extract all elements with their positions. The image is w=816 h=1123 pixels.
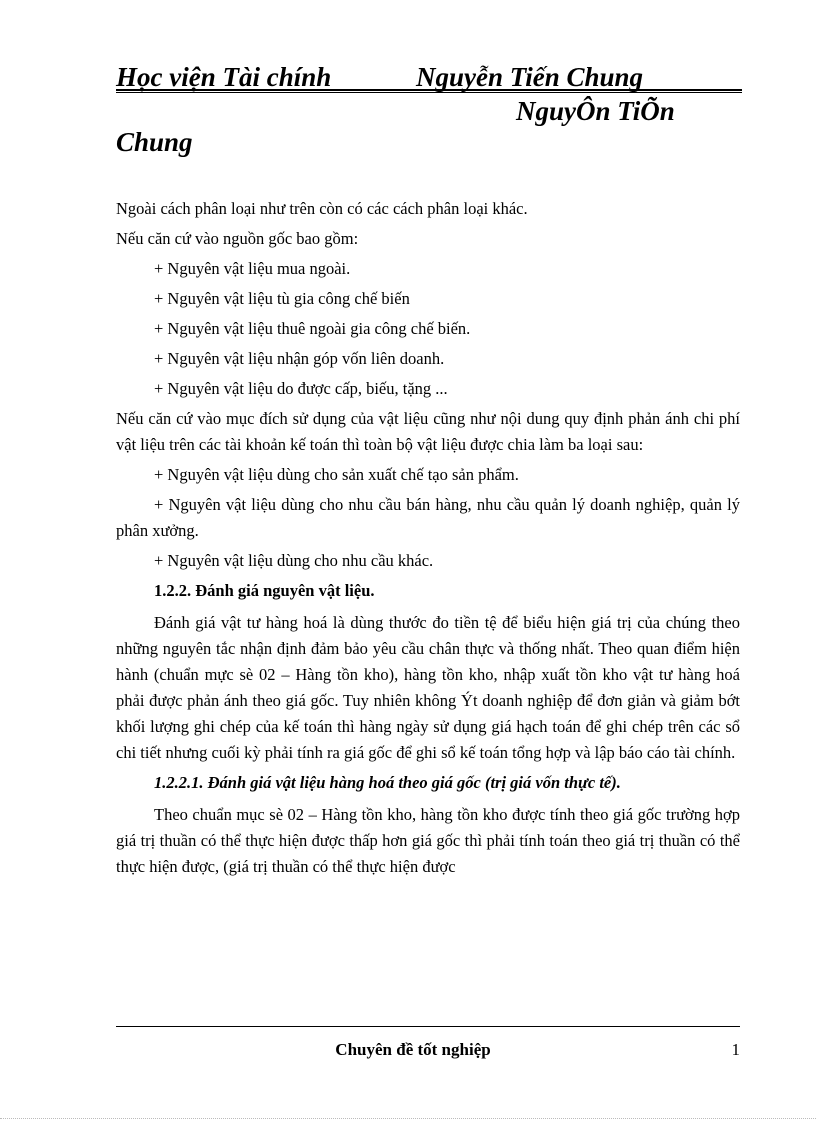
document-body [116, 196, 740, 884]
footer-title: Chuyên đề tốt nghiệp [335, 1040, 491, 1059]
section-paragraph: Đánh giá vật tư hàng hoá là dùng thước đo tiền tệ để biểu hiện giá trị của chúng theo những nguyên tắc nhận định đảm bảo yêu cầu chân thực và thống nhất. Theo quan điểm hiện hành (chuẩn mực sè 02 – Hàng tồn kho), hàng tồn kho, nhập xuất tồn kho vật tư hàng hoá phải được phản ánh theo giá gốc. Tuy nhiên không Ýt doanh nghiệp để đơn giản và giảm bớt khối lượng ghi chép của kế toán thì hàng ngày sử dụng giá hạch toán để ghi chép trên các sổ chi tiết nhưng cuối kỳ phải tính ra giá gốc để ghi sổ kế toán tổng hợp và lập báo cáo tài chính. [116, 613, 740, 762]
list-item: + Nguyên vật liệu nhận góp vốn liên doanh. [154, 349, 445, 368]
list-item: + Nguyên vật liệu thuê ngoài gia công chế biến. [154, 319, 471, 338]
header-rule-thin [116, 92, 742, 93]
sub-paragraph: Theo chuẩn mục sè 02 – Hàng tồn kho, hàng tồn kho được tính theo giá gốc trường hợp giá trị thuần có thể thực hiện được thấp hơn giá gốc thì phải tính toán theo giá trị thuần có thể thực hiện được, (giá trị thuần có thể thực hiện được [116, 805, 740, 876]
page-number: 1 [731, 1040, 740, 1059]
page-edge-dots [0, 1118, 816, 1119]
author-name: Nguyễn Tiến Chung [416, 62, 644, 92]
list-item: + Nguyên vật liệu dùng cho nhu cầu khác. [154, 551, 434, 570]
list-item: + Nguyên vật liệu tù gia công chế biến [154, 289, 410, 308]
list-item: + Nguyên vật liệu mua ngoài. [154, 259, 351, 278]
list-item: + Nguyên vật liệu dùng cho sản xuất chế tạo sản phẩm. [154, 465, 519, 484]
list-item: + Nguyên vật liệu dùng cho nhu cầu bán hàng, nhu cầu quản lý doanh nghiệp, quản lý phân xưởng. [116, 495, 740, 540]
header-line [116, 62, 742, 92]
list-item: + Nguyên vật liệu do được cấp, biếu, tặng ... [154, 379, 448, 398]
institution-name: Học viện Tài chính [116, 62, 332, 92]
page-footer [116, 1026, 740, 1059]
paragraph: Nếu căn cứ vào nguồn gốc bao gồm: [116, 229, 359, 248]
header-rule [116, 89, 742, 91]
paragraph: Ngoài cách phân loại như trên còn có các cách phân loại khác. [116, 199, 528, 218]
section-heading: 1.2.2. Đánh giá nguyên vật liệu. [154, 581, 375, 600]
footer-rule [116, 1026, 740, 1027]
paragraph: Nếu căn cứ vào mục đích sử dụng của vật liệu cũng như nội dung quy định phản ánh chi phí vật liệu trên các tài khoản kế toán thì toàn bộ vật liệu được chia làm ba loại sau: [116, 409, 740, 454]
garbled-author-continued: Chung [116, 127, 193, 157]
page-header [116, 62, 742, 157]
sub-heading: 1.2.2.1. Đánh giá vật liệu hàng hoá theo giá gốc (trị giá vốn thực tế). [154, 773, 621, 792]
garbled-author: NguyÔn TiÕn [516, 96, 675, 126]
